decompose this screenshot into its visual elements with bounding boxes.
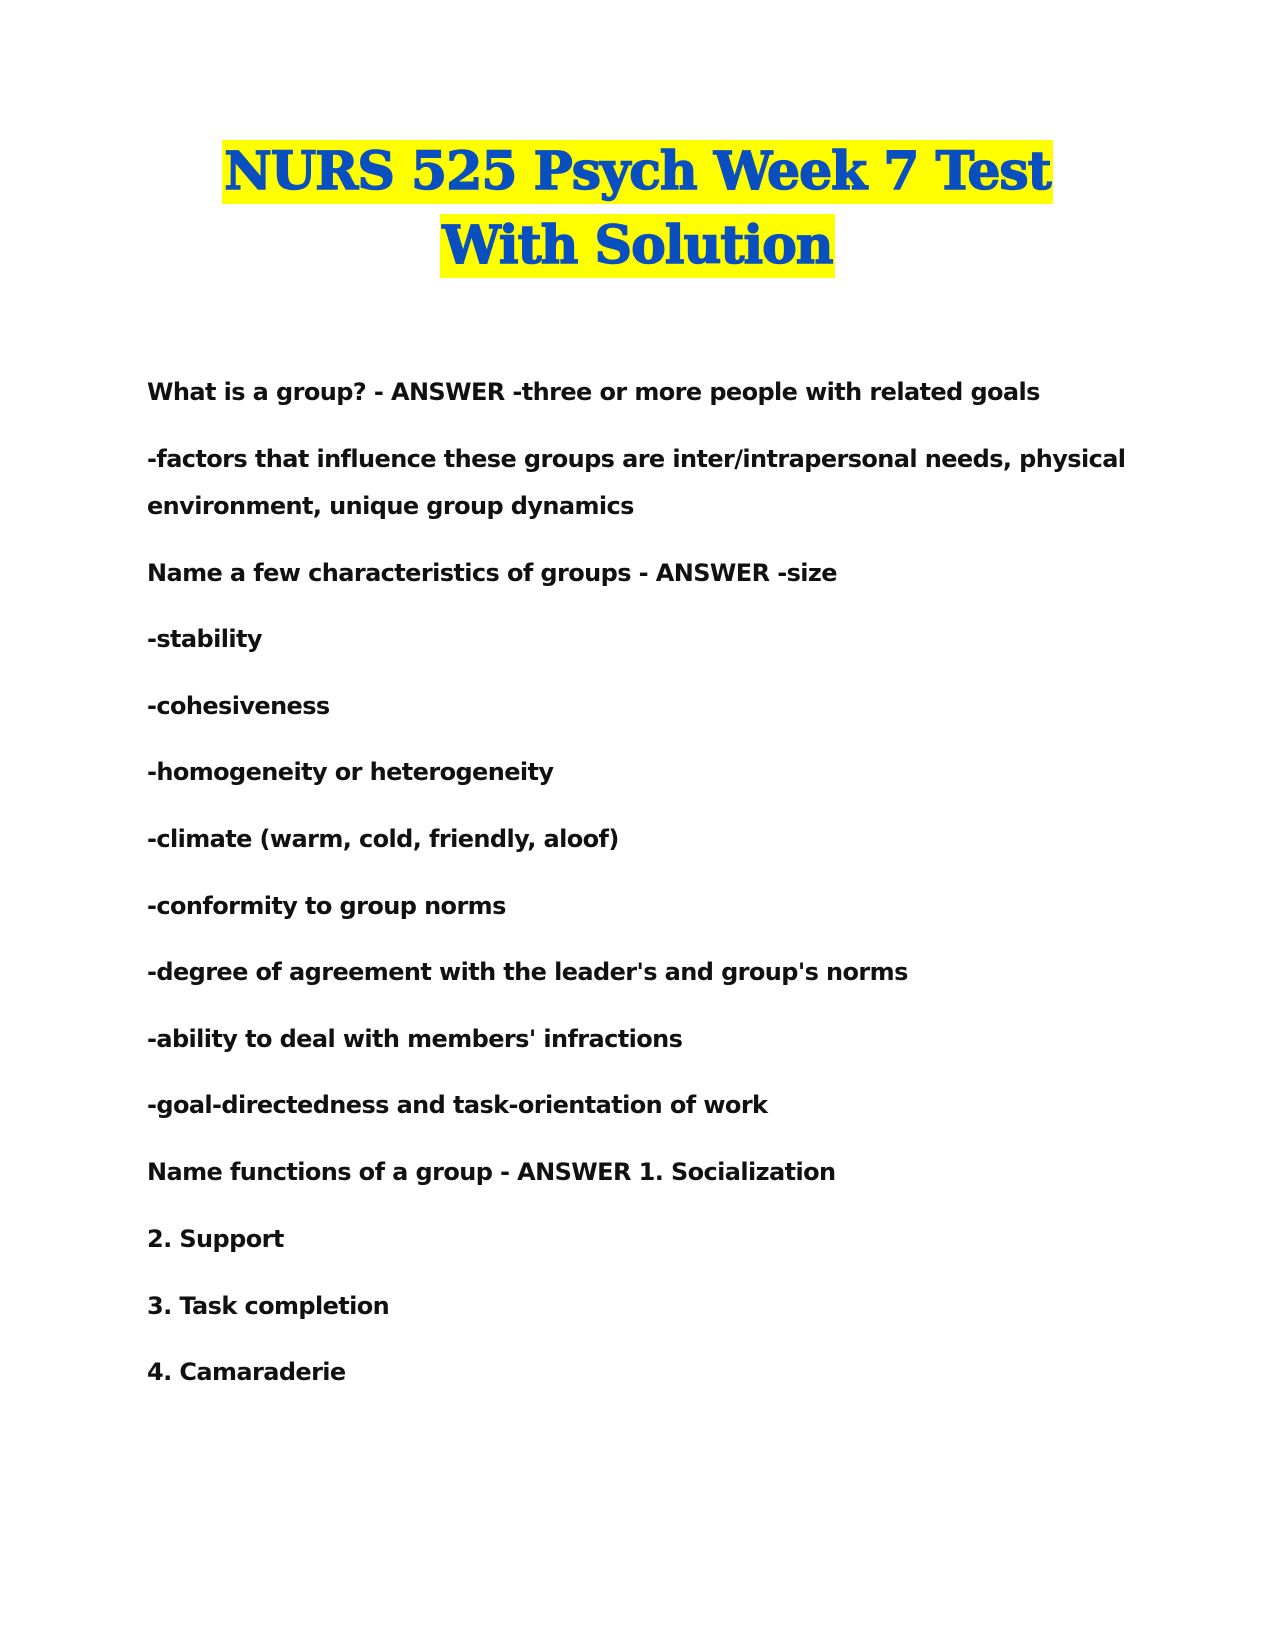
- answer-line: 2. Support: [147, 1225, 284, 1253]
- answer-line: -ability to deal with members' infractions: [147, 1025, 683, 1053]
- answer-line: -climate (warm, cold, friendly, aloof): [147, 825, 619, 853]
- answer-line: 3. Task completion: [147, 1292, 390, 1320]
- answer-line: -homogeneity or heterogeneity: [147, 758, 554, 786]
- answer-line: -factors that influence these groups are inter/intrapersonal needs, physical: [147, 445, 1126, 473]
- answer-line: 4. Camaraderie: [147, 1358, 346, 1386]
- answer-line: -stability: [147, 625, 262, 653]
- question-line: Name a few characteristics of groups - ANSWER -size: [147, 559, 837, 587]
- question-line: What is a group? - ANSWER -three or more people with related goals: [147, 378, 1040, 406]
- answer-line: -goal-directedness and task-orientation of work: [147, 1091, 768, 1119]
- answer-line: -conformity to group norms: [147, 892, 506, 920]
- answer-line: environment, unique group dynamics: [147, 492, 634, 520]
- title-line-2: With Solution: [442, 215, 833, 276]
- answer-line: -cohesiveness: [147, 692, 330, 720]
- title-line-1: NURS 525 Psych Week 7 Test: [224, 141, 1051, 202]
- question-line: Name functions of a group - ANSWER 1. Socialization: [147, 1158, 836, 1186]
- document-title: [0, 140, 1275, 278]
- answer-line: -degree of agreement with the leader's and group's norms: [147, 958, 908, 986]
